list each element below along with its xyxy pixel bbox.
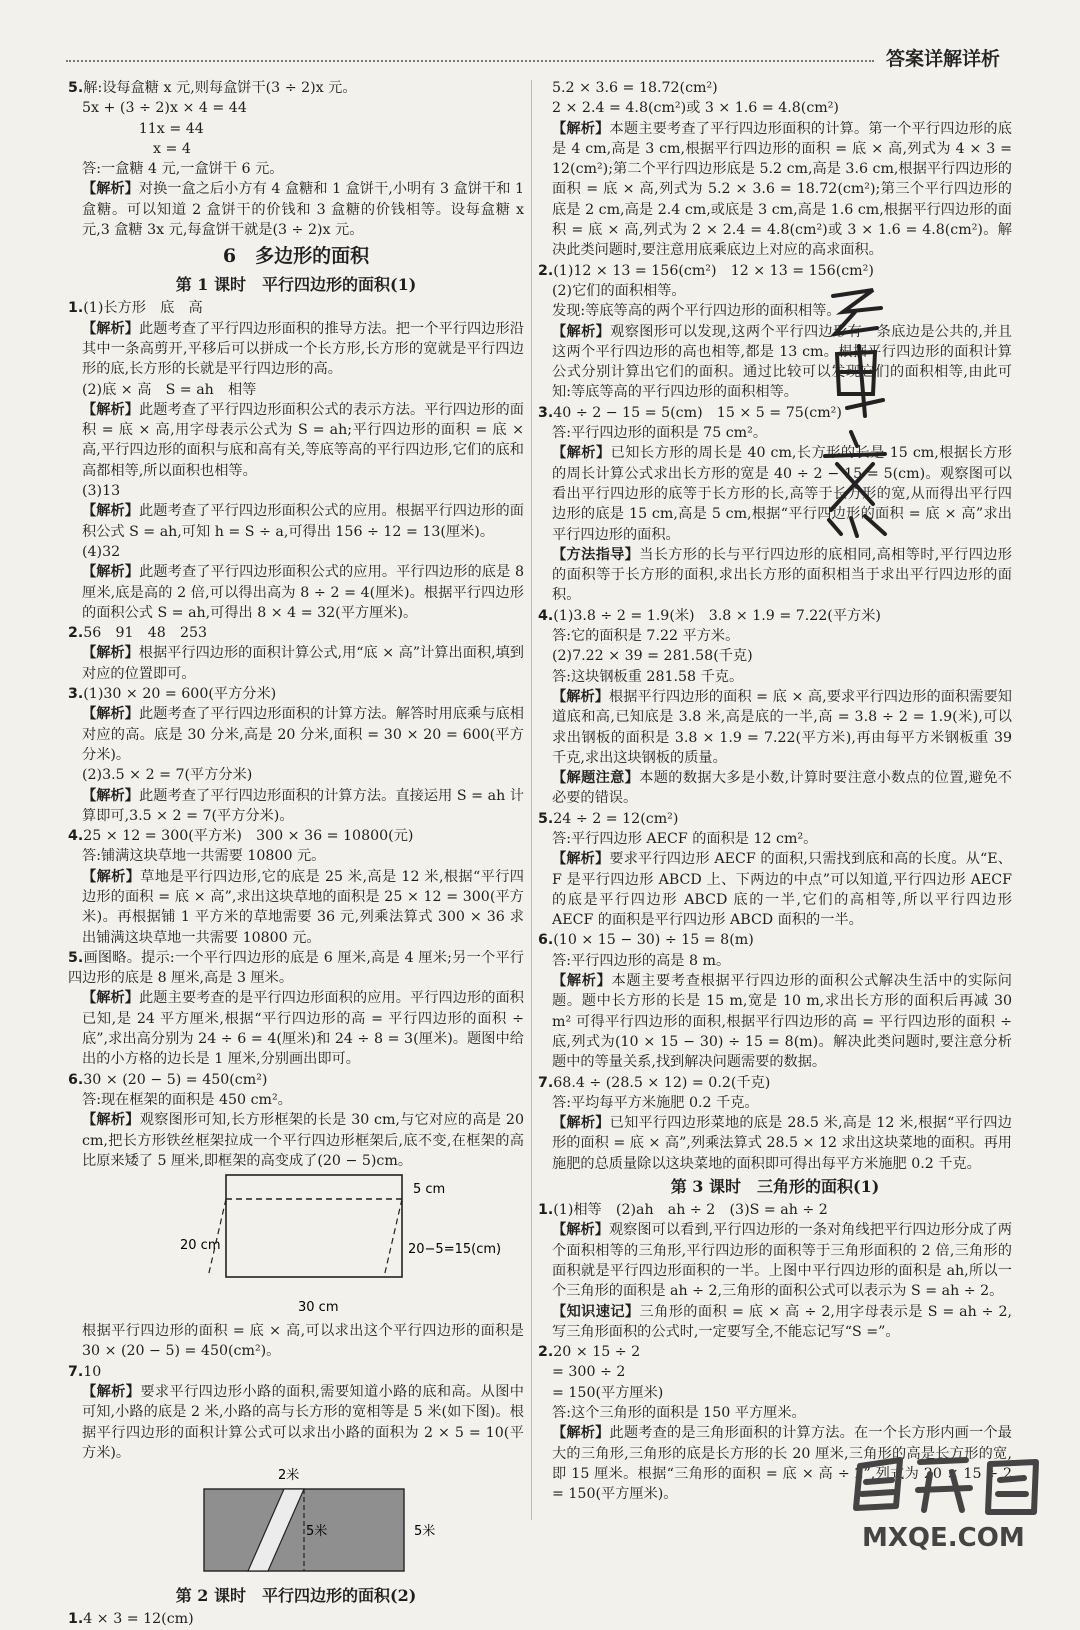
line-text: 已知平行四边形菜地的底是 28.5 米,高是 12 米,根据“平行四边形的面积 = 底 × 高”,列乘法算式 28.5 × 12 求出这块菜地的面积。再用施肥的总质量除以这块菜地的面积即可得出每平方米施肥 0.2 千克。 [552, 1115, 1012, 1172]
lesson-title: 第 3 课时 三角形的面积(1) [670, 1177, 880, 1197]
fig2-label-top: 2米 [278, 1468, 300, 1484]
question-number: 4. [68, 828, 84, 845]
line-text: 10 [83, 1363, 102, 1380]
rectangle-frame [226, 1175, 402, 1277]
analysis-tag: 【方法指导】 [552, 546, 640, 563]
lesson-title: 第 1 课时 平行四边形的面积(1) [175, 275, 417, 295]
watermark-logo [840, 1446, 1050, 1556]
line-text: 20 × 15 ÷ 2 [553, 1344, 641, 1361]
question-number: 3. [538, 404, 554, 421]
line-text: (4)32 [82, 543, 121, 560]
answer-line [68, 867, 524, 948]
line-text: 要求平行四边形小路的面积,需要知道小路的底和高。从图中可知,小路的底是 2 米,小路的高与长方形的宽相等是 5 米(如下图)。根据平行四边形的面积计算公式可以求出小路的面积为 2 × 5 = 10(平方米)。 [82, 1384, 524, 1461]
line-text: 此题主要考查的是平行四边形面积的应用。平行四边形的面积已知,是 24 平方厘米,根据“平行四边形的高 = 平行四边形的面积 ÷ 底”,求出高分别为 24 ÷ 6 = 4(厘米)和 24 ÷ 8 = 3(厘米)。题图中给出的小方格的边长是 1 厘米,分别画出即可。 [82, 990, 524, 1068]
line-text: (2)7.22 × 39 = 281.58(千克) [552, 648, 753, 665]
fig1-label-left: 20 cm [180, 1238, 221, 1254]
answer-line [538, 646, 1012, 666]
left-column [68, 78, 524, 1630]
answer-line [68, 1382, 524, 1463]
answer-line [538, 1220, 1012, 1301]
analysis-tag: 【解析】 [82, 320, 140, 337]
line-text: (1)长方形 底 高 [83, 300, 203, 317]
question-item [68, 78, 524, 98]
answer-line [538, 98, 1012, 118]
line-text: 56 91 48 253 [83, 625, 208, 642]
analysis-tag: 【解析】 [82, 868, 141, 885]
answer-line [538, 1383, 1012, 1403]
answer-line [68, 1090, 524, 1110]
answer-line [538, 849, 1012, 930]
question-item [68, 1609, 524, 1629]
fig2-label-right: 5米 [414, 1524, 436, 1540]
question-item [68, 298, 524, 318]
line-text: 2 × 2.4 = 4.8(cm²)或 3 × 1.6 = 4.8(cm²) [552, 100, 839, 117]
question-number: 1. [538, 1202, 554, 1219]
answer-line [68, 98, 524, 118]
analysis-tag: 【解析】 [82, 787, 139, 804]
analysis-tag: 【解析】 [552, 1115, 610, 1132]
analysis-tag: 【解析】 [552, 445, 611, 462]
analysis-tag: 【解析】 [82, 645, 139, 662]
column-divider [531, 80, 532, 1520]
line-text: 本题主要考查根据平行四边形的面积公式解决生活中的实际问题。题中长方形的长是 15 m,宽是 10 m,求出长方形的面积后再减 30 m² 可得平行四边形的面积,根据平行四边形的高 = 平行四边形的面积 ÷ 底,列式为(10 × 15 − 30) ÷ 15 = 8(m)。解决此类问题时,要注意分析题中的等量关系,找到解决问题需要的数据。 [552, 973, 1012, 1071]
line-text: 此题考查了平行四边形面积公式的应用。平行四边形的底是 8 厘米,底是高的 2 倍,可以得出高为 8 ÷ 2 = 4(厘米)。根据平行四边形的面积公式 S = ah,可得出 8 × 4 = 32(平方厘米)。 [82, 564, 524, 621]
answer-line [68, 179, 524, 240]
line-text: 11x = 44 [82, 120, 204, 137]
question-number: 3. [68, 686, 84, 703]
line-text: 观察图形可知,长方形框架的长是 30 cm,与它对应的高是 20 cm,把长方形铁丝框架拉成一个平行四边形框架后,底不变,在框架的高比原来矮了 5 厘米,即框架的高变成了(20 − 5)cm。 [82, 1112, 524, 1169]
line-text: 根据平行四边形的面积 = 底 × 高,要求平行四边形的面积需要知道底和高,已知底是 3.8 米,高是底的一半,高 = 3.8 ÷ 2 = 1.9(米),可以求出钢板的面积是 3.8 × 1.9 = 7.22(平方米),再由每平方米钢板重 39 千克,求出这块钢板的质量。 [552, 688, 1012, 766]
line-text: 画图略。提示:一个平行四边形的底是 6 厘米,高是 4 厘米;另一个平行四边形的底是 8 厘米,高是 3 厘米。 [68, 949, 524, 987]
header-dotted-rule [66, 60, 874, 62]
analysis-tag: 【解析】 [82, 564, 140, 581]
slanted-edge [384, 1199, 402, 1277]
line-text: = 300 ÷ 2 [552, 1364, 626, 1381]
analysis-tag: 【解析】 [82, 1384, 141, 1401]
line-text: (2)它们的面积相等。 [552, 282, 686, 299]
question-item [538, 1200, 1012, 1220]
answer-line [538, 1093, 1012, 1113]
line-text: 68.4 ÷ (28.5 × 12) = 0.2(千克) [553, 1074, 771, 1091]
question-number: 4. [538, 607, 554, 624]
answer-line [538, 829, 1012, 849]
line-text: 答:这个三角形的面积是 150 平方厘米。 [552, 1405, 806, 1421]
line-text: 答:平行四边形 AECF 的面积是 12 cm²。 [552, 830, 818, 847]
question-number: 5. [68, 80, 84, 96]
answer-line [538, 1403, 1012, 1423]
line-text: 25 × 12 = 300(平方米) 300 × 36 = 10800(元) [83, 828, 414, 845]
question-number: 1. [68, 1611, 84, 1628]
answer-line [538, 78, 1012, 98]
analysis-tag: 【解析】 [82, 503, 140, 520]
answer-line [538, 667, 1012, 687]
line-text: (1)相等 (2)ah ah ÷ 2 (3)S = ah ÷ 2 [553, 1202, 828, 1219]
line-text: 此题考查了平行四边形面积的计算方法。解答时用底乘与底相对应的高。底是 30 分米,高是 20 分米,面积 = 30 × 20 = 600(平方分米)。 [82, 706, 524, 763]
answer-line [68, 139, 524, 159]
line-text: 本题的数据大多是小数,计算时要注意小数点的位置,避免不必要的错误。 [552, 770, 1012, 807]
fig1-label-bottom: 30 cm [298, 1300, 339, 1316]
line-text: 此题考查了平行四边形面积公式的表示方法。平行四边形的面积 = 底 × 高,用字母表示公式为 S = ah;平行四边形的面积 = 底 × 高,平行四边形的面积与底和高有关,等底等高的平行四边形,它们的底和高都相等,所以面积也相等。 [82, 401, 524, 479]
question-item [68, 623, 524, 643]
line-text: 发现:等底等高的两个平行四边形的面积相等。 [552, 303, 841, 320]
analysis-tag: 【解析】 [82, 706, 140, 723]
analysis-tag: 【知识速记】 [552, 1303, 640, 1320]
line-text: = 150(平方厘米) [552, 1384, 664, 1401]
line-text: 4 × 3 = 12(cm) [83, 1611, 194, 1628]
line-text: 答:现在框架的面积是 450 cm²。 [82, 1091, 292, 1108]
answer-line [538, 281, 1012, 301]
question-item [538, 261, 1012, 281]
line-text: 要求平行四边形 AECF 的面积,只需找到底和高的长度。从“E、F 是平行四边形 ABCD 上、下两边的中点”可以知道,平行四边形 AECF 的底是平行四边形 ABCD 底的一半,它们的高相等,所以平行四边形 AECF 的面积是平行四边形 ABCD 面积的一半。 [552, 851, 1012, 929]
question-item [68, 1362, 524, 1382]
line-text: 此题考查了平行四边形面积的计算方法。直接运用 S = ah 计算即可,3.5 × 2 = 7(平方分米)。 [82, 787, 524, 824]
fig2-label-mid: 5米 [306, 1524, 328, 1540]
question-item [68, 826, 524, 846]
answer-line [68, 562, 524, 623]
question-item [538, 809, 1012, 829]
answer-line [538, 768, 1012, 809]
question-number: 7. [538, 1074, 554, 1091]
answer-line [538, 626, 1012, 646]
logo-url-text: MXQE.COM [862, 1523, 1025, 1553]
line-text: 解:设每盒糖 x 元,则每盒饼干(3 ÷ 2)x 元。 [83, 80, 357, 96]
line-text: 此题考查了平行四边形面积的推导方法。把一个平行四边形沿其中一条高剪开,平移后可以拼成一个长方形,长方形的宽就是平行四边形的底,长方形的长就是平行四边形的高。 [82, 320, 524, 378]
answer-line [538, 971, 1012, 1072]
line-text: 答:它的面积是 7.22 平方米。 [552, 628, 740, 645]
line-text: (2)底 × 高 S = ah 相等 [82, 381, 257, 398]
analysis-tag: 【解析】 [552, 323, 611, 340]
question-item [68, 684, 524, 704]
answer-line [538, 951, 1012, 971]
answer-line [68, 704, 524, 765]
question-item [538, 1073, 1012, 1093]
answer-line [68, 119, 524, 139]
line-text: 观察图形可以发现,这两个平行四边形有一条底边是公共的,并且这两个平行四边形的高也相等,都是 13 cm。根据平行四边形的面积计算公式分别计算出它们的面积。通过比较可以发现它们的面积相等,由此可知:等底等高的平行四边形的面积相等。 [552, 323, 1012, 401]
line-text: (2)3.5 × 2 = 7(平方分米) [82, 767, 253, 784]
answer-line [68, 786, 524, 827]
question-item [538, 606, 1012, 626]
answer-line [68, 1110, 524, 1171]
question-number: 2. [538, 1344, 554, 1361]
question-number: 5. [68, 949, 84, 966]
line-text: (1)30 × 20 = 600(平方分米) [83, 686, 277, 703]
answer-line [68, 501, 524, 542]
question-number: 2. [538, 262, 554, 279]
question-number: 5. [538, 810, 554, 827]
answer-line [68, 1321, 524, 1362]
analysis-tag: 【解析】 [82, 990, 140, 1007]
answer-line [538, 687, 1012, 768]
answer-line [68, 380, 524, 400]
answer-line [68, 319, 524, 380]
lesson-title: 第 2 课时 平行四边形的面积(2) [175, 1586, 417, 1606]
analysis-tag: 【解析】 [82, 1112, 140, 1129]
handwritten-stamp [795, 268, 905, 538]
line-text: (3)13 [82, 483, 121, 500]
analysis-tag: 【解析】 [552, 851, 610, 868]
answer-line [68, 542, 524, 562]
line-text: 已知长方形的周长是 40 cm,长方形的长是 15 cm,根据长方形的周长计算公式求出长方形的宽是 40 ÷ 2 − 15 = 5(cm)。观察图可以看出平行四边形的底等于长方形的长,高等于长方形的宽,从而得出平行四边形的底是 15 cm,高是 5 cm,根据“平行四边形的面积 = 底 × 高”求出平行四边形的面积。 [552, 445, 1012, 543]
analysis-tag: 【解析】 [552, 973, 612, 990]
answer-line [538, 119, 1012, 261]
answer-line [68, 846, 524, 866]
line-text: 三角形的面积 = 底 × 高 ÷ 2,用字母表示是 S = ah ÷ 2,写三角形面积的公式时,一定要写全,不能忘记写“S =”。 [552, 1303, 1012, 1340]
answer-line [538, 1113, 1012, 1174]
question-item [538, 1342, 1012, 1362]
answer-line [68, 765, 524, 785]
question-item [538, 403, 1012, 423]
answer-line [538, 423, 1012, 443]
line-text: 30 × (20 − 5) = 450(cm²) [83, 1071, 268, 1088]
line-text: 答:这块钢板重 281.58 千克。 [552, 668, 744, 685]
line-text: 根据平行四边形的面积 = 底 × 高,可以求出这个平行四边形的面积是 30 × (20 − 5) = 450(cm²)。 [82, 1323, 524, 1360]
analysis-tag: 【解析】 [552, 120, 610, 137]
line-text: 答:平均每平方米施肥 0.2 千克。 [552, 1094, 759, 1111]
analysis-tag: 【解析】 [82, 401, 140, 418]
answer-line [538, 1362, 1012, 1382]
analysis-tag: 【解析】 [552, 1425, 610, 1442]
answer-line [68, 159, 524, 179]
analysis-tag: 【解题注意】 [552, 770, 640, 787]
answer-line [538, 1302, 1012, 1343]
answer-line [68, 988, 524, 1069]
line-text: 观察图可以看到,平行四边形的一条对角线把平行四边形分成了两个面积相等的三角形,平行四边形的面积等于三角形面积的 2 倍,三角形的面积就是平行四边形面积的一半。上图中平行四边形的面积是 ah,所以一个三角形的面积是 ah ÷ 2,三角形的面积公式可以表示为 S = ah ÷ 2。 [552, 1222, 1012, 1300]
line-text: 草地是平行四边形,它的底是 25 米,高是 12 米,根据“平行四边形的面积 = 底 × 高”,求出这块草地的面积是 25 × 12 = 300(平方米)。再根据铺 1 平方米的草地需要 36 元,列乘法算式 300 × 36 求出铺满这块草地一共需要 10800 元。 [82, 868, 524, 946]
line-text: 对换一盒之后小方有 4 盒糖和 1 盒饼干,小明有 3 盒饼干和 1 盒糖。可以知道 2 盒饼干的价钱和 3 盒糖的价钱相等。设每盒糖 x 元,3 盒糖 3x 元,每盒饼干就是(3 ÷ 2)x 元。 [82, 181, 524, 239]
question-item [68, 1070, 524, 1090]
question-item [68, 948, 524, 989]
answer-line [538, 322, 1012, 403]
line-text: 当长方形的长与平行四边形的底相同,高相等时,平行四边形的面积等于长方形的面积,求出长方形的面积相当于求出平行四边形的面积。 [552, 546, 1012, 604]
line-text: 答:一盒糖 4 元,一盒饼干 6 元。 [82, 161, 284, 178]
line-text: 24 ÷ 2 = 12(cm²) [553, 810, 679, 827]
answer-line [538, 443, 1012, 544]
analysis-tag: 【解析】 [552, 1222, 609, 1239]
question-number: 7. [68, 1363, 84, 1380]
line-text: (1)3.8 ÷ 2 = 1.9(米) 3.8 × 1.9 = 7.22(平方米) [553, 607, 881, 624]
line-text: 答:铺满这块草地一共需要 10800 元。 [82, 848, 326, 865]
answer-line [538, 545, 1012, 606]
question-number: 6. [538, 932, 554, 949]
fig1-label-right: 20−5=15(cm) [408, 1242, 502, 1258]
line-text: 本题主要考查了平行四边形面积的计算。第一个平行四边形的底是 4 cm,高是 3 cm,根据平行四边形的面积 = 底 × 高,列式为 4 × 3 = 12(cm²);第二个平行四边形底是 5.2 cm,高是 3.6 cm,根据平行四边形的面积 = 底 × 高,列式为 5.2 × 3.6 = 18.72(cm²);第三个平行四边形的底是 2 cm,高是 2.4 cm,或底是 3 cm,高是 1.6 cm,根据平行四边形的面积 = 底 × 高,列式为 2 × 2.4 = 4.8(cm²)或 3 × 1.6 = 4.8(cm²)。解决此类问题时,要注意用底乘底边上对应的高求面积。 [552, 120, 1012, 259]
answer-line [538, 301, 1012, 321]
line-text: x = 4 [82, 140, 191, 157]
line-text: 5.2 × 3.6 = 18.72(cm²) [552, 80, 718, 96]
right-column [538, 78, 1012, 1504]
answer-line [68, 481, 524, 501]
figure-road [68, 1463, 524, 1583]
line-text: (10 × 15 − 30) ÷ 15 = 8(m) [553, 932, 754, 949]
line-text: 40 ÷ 2 − 15 = 5(cm) 15 × 5 = 75(cm²) [553, 404, 842, 421]
answer-line [68, 643, 524, 684]
line-text: 答:平行四边形的面积是 75 cm²。 [552, 425, 768, 442]
fig1-label-top: 5 cm [413, 1182, 446, 1198]
line-text: 此题考查了平行四边形面积公式的应用。根据平行四边形的面积公式 S = ah,可知 h = S ÷ a,可得出 156 ÷ 12 = 13(厘米)。 [82, 503, 524, 540]
line-text: 5x + (3 ÷ 2)x × 4 = 44 [82, 100, 247, 117]
line-text: 此题考查的是三角形面积的计算方法。在一个长方形内画一个最大的三角形,三角形的底是长方形的长 20 厘米,三角形的高是长方形的宽,即 15 厘米。根据“三角形的面积 = 底 × 高 ÷ 2”,列式为 20 × 15 ÷ 2 = 150(平方厘米)。 [552, 1425, 1012, 1503]
figure-frame-parallelogram [68, 1171, 524, 1321]
question-number: 2. [68, 625, 84, 642]
section-title: 6 多边形的面积 [222, 245, 370, 268]
line-text: 根据平行四边形的面积计算公式,用“底 × 高”计算出面积,填到对应的位置即可。 [82, 645, 524, 682]
analysis-tag: 【解析】 [552, 688, 610, 705]
question-number: 1. [68, 300, 84, 317]
question-number: 6. [68, 1071, 84, 1088]
analysis-tag: 【解析】 [82, 181, 139, 198]
header-title: 答案详解详析 [886, 48, 1001, 70]
line-text: (1)12 × 13 = 156(cm²) 12 × 13 = 156(cm²) [553, 262, 874, 279]
line-text: 答:平行四边形的高是 8 m。 [552, 952, 731, 969]
question-item [538, 930, 1012, 950]
answer-line [68, 400, 524, 481]
